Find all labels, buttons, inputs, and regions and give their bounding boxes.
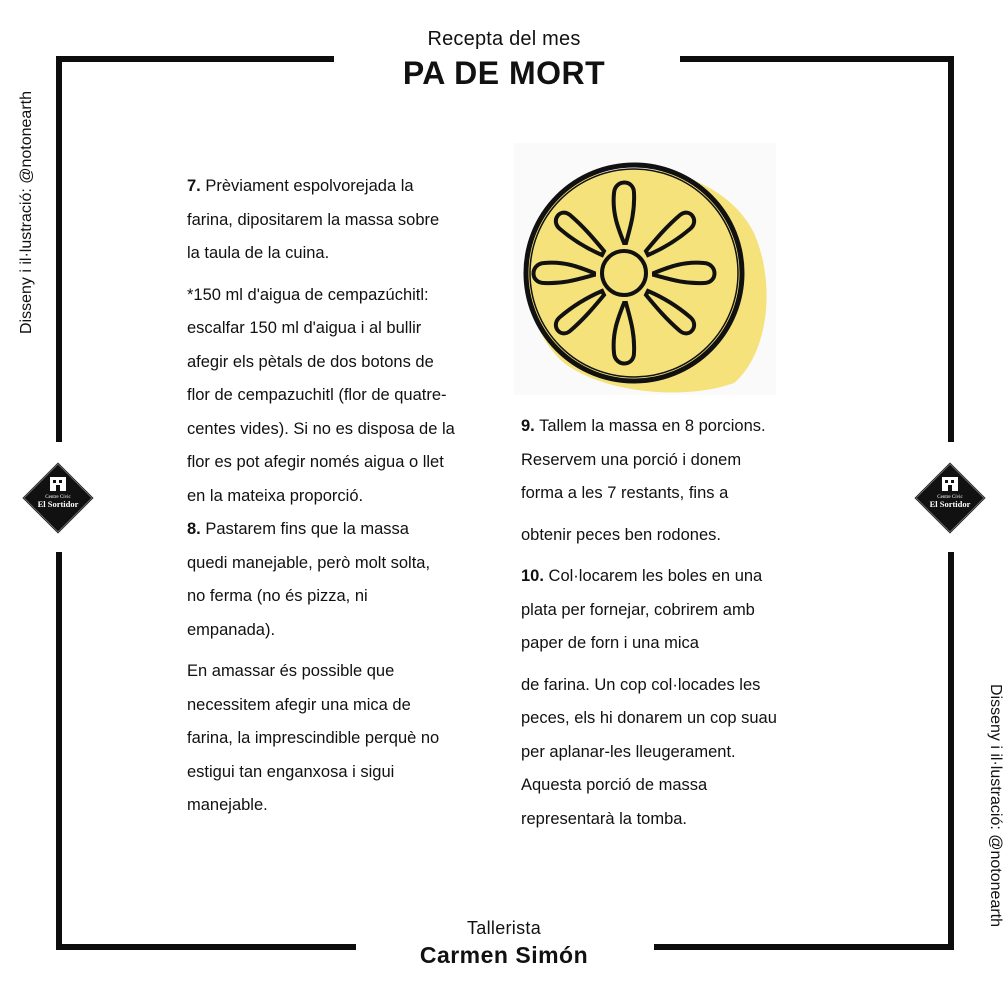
text-line: estigui tan enganxosa i sigui <box>187 762 395 781</box>
text-line: farina, dipositarem la massa sobre <box>187 210 440 229</box>
text-line: representarà la tomba. <box>521 809 688 828</box>
credit-right: Disseny i il·lustració: @notonearth <box>987 684 1004 928</box>
text-line: peces, els hi donarem un cop suau <box>521 709 777 727</box>
frame-left-upper <box>56 56 62 442</box>
step-8-number: 8. <box>187 520 201 538</box>
text-line: de farina. Un cop col·locades les <box>521 675 761 694</box>
step-9-number: 9. <box>521 417 535 435</box>
text-line: necessitem afegir una mica de <box>187 695 411 714</box>
text-line: escalfar 150 ml d'aigua i al bullir <box>187 319 422 337</box>
bread-illustration <box>514 143 776 395</box>
frame-right-lower <box>948 552 954 950</box>
page-footer <box>0 918 1008 969</box>
text-line: flor de cempazuchitl (flor de quatre- <box>187 386 447 404</box>
step-7-line <box>187 170 487 204</box>
el-sortidor-badge-right <box>912 460 988 536</box>
step-7-number: 7. <box>187 177 201 195</box>
text-line: empanada). <box>187 620 276 639</box>
text-line: plata per fornejar, cobrirem amb <box>521 600 755 619</box>
el-sortidor-badge-left <box>20 460 96 536</box>
text-line: quedi manejable, però molt solta, <box>187 553 431 572</box>
text-line: obtenir peces ben rodones. <box>521 525 721 544</box>
text-line: flor es pot afegir només aigua o llet <box>187 453 444 471</box>
text-line: forma a les 7 restants, fins a <box>521 484 729 502</box>
text-line: en la mateixa proporció. <box>187 486 364 505</box>
footer-name: Carmen Simón <box>419 942 589 968</box>
text-line: *150 ml d'aigua de cempazúchitl: <box>187 285 429 304</box>
text-line: Col·locarem les boles en una <box>548 567 763 585</box>
text-line: En amassar és possible que <box>187 662 395 680</box>
building-icon <box>942 477 958 491</box>
step-9-line <box>521 410 821 444</box>
step-10-line <box>521 560 821 594</box>
text-line: Pastarem fins que la massa <box>205 520 409 538</box>
page-header <box>0 28 1008 92</box>
text-line: no ferma (no és pizza, ni <box>187 587 368 605</box>
recipe-kicker: Recepta del mes <box>427 28 581 50</box>
badge-line1: Centre Cívic <box>937 495 963 500</box>
text-line: afegir els pètals de dos botons de <box>187 352 434 371</box>
footer-role: Tallerista <box>466 918 542 938</box>
frame-left-lower <box>56 552 62 950</box>
credit-left: Disseny i il·lustració: @notonearth <box>18 90 35 334</box>
step-10-number: 10. <box>521 567 544 585</box>
text-line: farina, la imprescindible perquè no <box>187 729 440 747</box>
recipe-title: PA DE MORT <box>402 55 606 91</box>
badge-line2: El Sortidor <box>37 499 79 509</box>
text-line: per aplanar-les lleugerament. <box>521 742 736 761</box>
text-line: Tallem la massa en 8 porcions. <box>539 417 766 435</box>
text-line: Prèviament espolvorejada la <box>205 177 414 195</box>
right-column <box>521 410 821 836</box>
frame-right-upper <box>948 56 954 442</box>
building-icon <box>50 477 66 491</box>
text-line: paper de forn i una mica <box>521 634 699 652</box>
badge-line2: El Sortidor <box>929 499 971 509</box>
text-line: centes vides). Si no es disposa de la <box>187 419 455 438</box>
step-8-line <box>187 513 487 547</box>
text-line: la taula de la cuina. <box>187 244 330 262</box>
badge-line1: Centre Cívic <box>45 495 71 500</box>
text-line: Aquesta porció de massa <box>521 776 708 794</box>
text-line: Reservem una porció i donem <box>521 450 742 469</box>
left-column <box>187 170 487 823</box>
text-line: manejable. <box>187 796 268 814</box>
